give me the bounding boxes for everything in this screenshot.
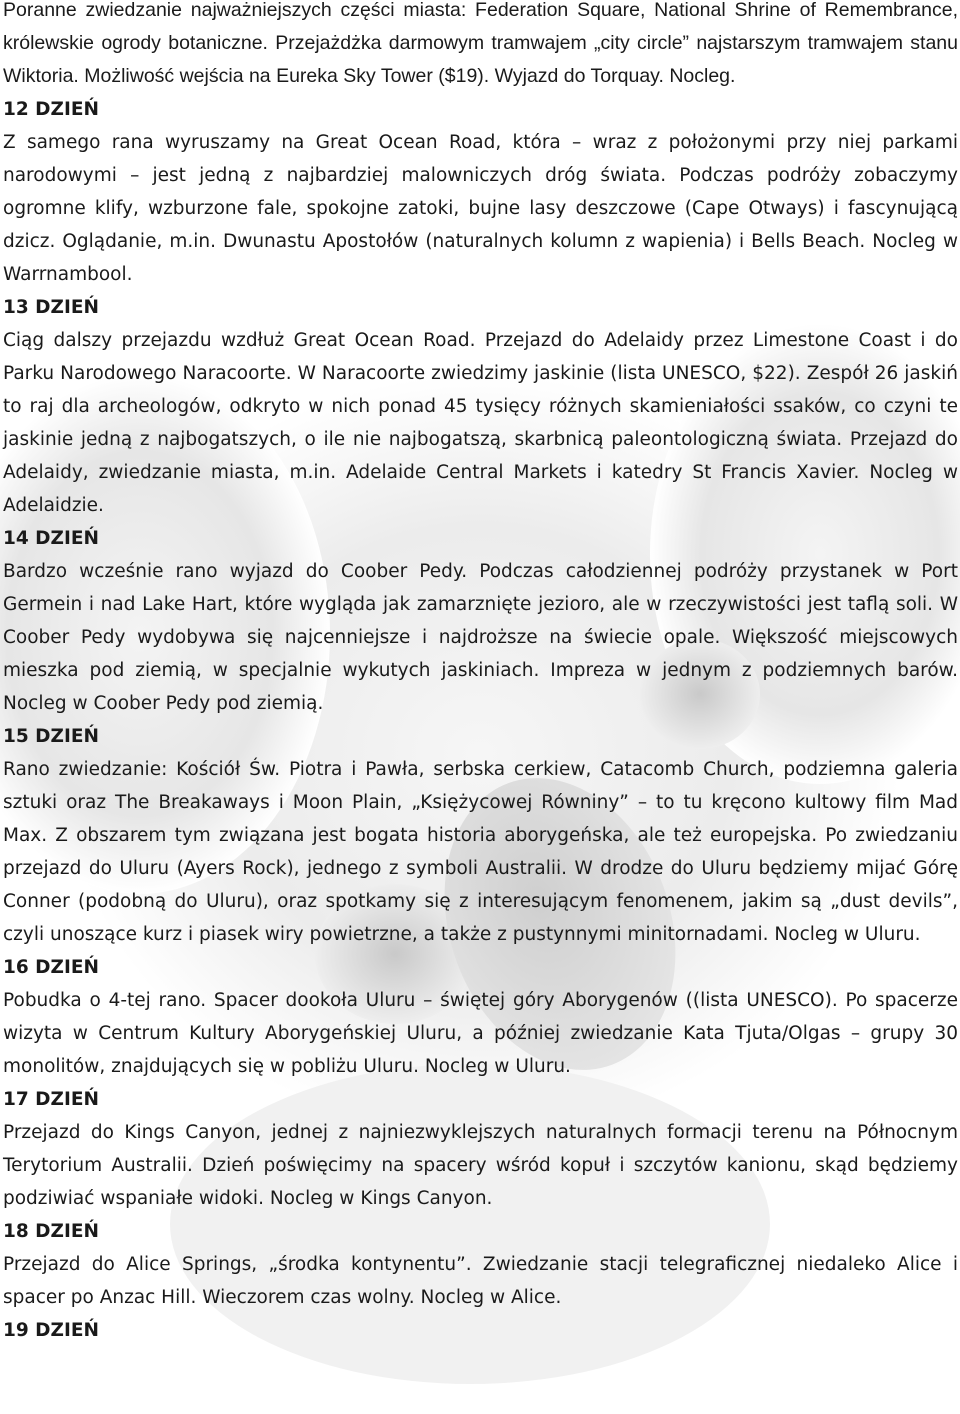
- day-heading: 19 DZIEŃ: [3, 1320, 99, 1341]
- day-paragraph: Pobudka o 4-tej rano. Spacer dookoła Uluru – świętej góry Aborygenów ((lista UNESCO). Po spacerze wizyta w Centrum Kultury Aborygeńskiej Uluru, a później zwiedzanie Kata Tjuta/Olgas – grupy 30 monolitów, znajdujących się w pobliżu Uluru. Nocleg w Uluru.: [3, 990, 958, 1077]
- day-paragraph: Przejazd do Alice Springs, „środka kontynentu”. Zwiedzanie stacji telegraficznej niedaleko Alice i spacer po Anzac Hill. Wieczorem czas wolny. Nocleg w Alice.: [3, 1254, 958, 1308]
- day-heading: 14 DZIEŃ: [3, 528, 99, 549]
- day-heading: 15 DZIEŃ: [3, 726, 99, 747]
- day-paragraph: Rano zwiedzanie: Kościół Św. Piotra i Pawła, serbska cerkiew, Catacomb Church, podziemna galeria sztuki oraz The Breakaways i Moon Plain, „Księżycowej Równiny” – to tu kręcono kultowy film Mad Max. Z obszarem tym związana jest bogata historia aborygeńska, ale też europejska. Po zwiedzaniu przejazd do Uluru (Ayers Rock), jednego z symboli Australii. W drodze do Uluru będziemy mijać Górę Conner (podobną do Uluru), oraz spotkamy się z interesującym fenomenem, jakim są „dust devils”, czyli unoszące kurz i piasek wiry powietrzne, a także z pustynnymi minitornadami. Nocleg w Uluru.: [3, 759, 958, 945]
- day-heading: 16 DZIEŃ: [3, 957, 99, 978]
- intro-paragraph: Poranne zwiedzanie najważniejszych części miasta: Federation Square, National Shrine of Remembrance, królewskie ogrody botaniczne. Przejażdżka darmowym tramwajem „city circle” najstarszym tramwajem stanu Wiktoria. Możliwość wejścia na Eureka Sky Tower ($19). Wyjazd do Torquay. Nocleg.: [3, 0, 958, 87]
- day-paragraph: Przejazd do Kings Canyon, jednej z najniezwyklejszych naturalnych formacji terenu na Północnym Terytorium Australii. Dzień poświęcimy na spacery wśród kopuł i szczytów kanionu, skąd będziemy podziwiać wspaniałe widoki. Nocleg w Kings Canyon.: [3, 1122, 958, 1209]
- day-paragraph: Ciąg dalszy przejazdu wzdłuż Great Ocean Road. Przejazd do Adelaidy przez Limestone Coast i do Parku Narodowego Naracoorte. W Naracoorte zwiedzimy jaskinie (lista UNESCO, $22). Zespół 26 jaskiń to raj dla archeologów, odkryto w nich ponad 45 tysięcy różnych skamieniałości ssaków, co czyni te jaskinie jedną z najbogatszych, o ile nie najbogatszą, skarbnicą paleontologiczną świata. Przejazd do Adelaidy, zwiedzanie miasta, m.in. Adelaide Central Markets i katedry St Francis Xavier. Nocleg w Adelaidzie.: [3, 330, 958, 516]
- day-heading: 12 DZIEŃ: [3, 99, 99, 120]
- day-heading: 13 DZIEŃ: [3, 297, 99, 318]
- day-heading: 17 DZIEŃ: [3, 1089, 99, 1110]
- day-paragraph: Bardzo wcześnie rano wyjazd do Coober Pedy. Podczas całodziennej podróży przystanek w Port Germein i nad Lake Hart, które wygląda jak zamarznięte jezioro, ale w rzeczywistości jest taflą soli. W Coober Pedy wydobywa się najcenniejsze i najdroższe na świecie opale. Większość miejscowych mieszka pod ziemią, w specjalnie wykutych jaskiniach. Impreza w jednym z podziemnych barów. Nocleg w Coober Pedy pod ziemią.: [3, 561, 958, 714]
- day-paragraph: Z samego rana wyruszamy na Great Ocean Road, która – wraz z położonymi przy niej parkami narodowymi – jest jedną z najbardziej malowniczych dróg świata. Podczas podróży zobaczymy ogromne klify, wzburzone fale, spokojne zatoki, bujne lasy deszczowe (Cape Otways) i fascynującą dzicz. Oglądanie, m.in. Dwunastu Apostołów (naturalnych kolumn z wapienia) i Bells Beach. Nocleg w Warrnambool.: [3, 132, 958, 285]
- day-heading: 18 DZIEŃ: [3, 1221, 99, 1242]
